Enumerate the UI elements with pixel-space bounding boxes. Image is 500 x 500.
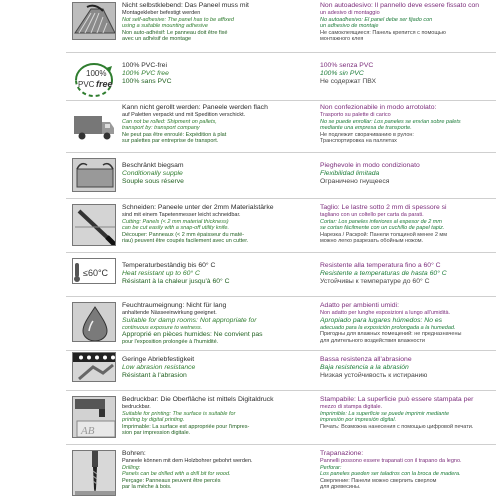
property-line: Транспортировка на паллетах [320, 138, 397, 145]
property-text-left [122, 104, 312, 145]
property-line: pour l'exposition prolongée à l'humidité. [122, 339, 219, 346]
property-line: using a suitable mounting adhesive [122, 23, 208, 30]
property-line: Résistant à l'abrasion [122, 372, 187, 379]
property-line: Nicht selbstklebend: Das Paneel muss mit [122, 2, 249, 9]
property-line: anhaltende Nässeeinwirkung geeignet. [122, 310, 217, 316]
property-line: Panels can be drilled with a drill bit for wood. [122, 471, 231, 478]
property-line: Сверление: Панели можно сверлить сверлом [320, 477, 437, 484]
property-line: Cutting: Panels (< 2 mm material thickness) [122, 218, 229, 225]
pvc-badge-percent: 100% [86, 69, 107, 78]
property-line: Geringe Abriebfestigkeit [122, 356, 195, 363]
property-line: Los paneles pueden ser taladros con la broca de madera. [320, 471, 461, 478]
property-line: Perçage: Panneaux peuvent être percés [122, 477, 221, 484]
property-line: Baja resistencia a la abrasión [320, 364, 409, 371]
row-divider [66, 252, 496, 253]
property-line: 100% sin PVC [320, 70, 364, 77]
property-line: Non adatto per lunghe esposizioni a lungo all'umidità. [320, 310, 451, 316]
property-line: Ne peut pas être enroulé: Expédition à plat [122, 131, 227, 138]
property-line: Bohren: [122, 450, 146, 457]
property-line: Temperaturbeständig bis 60° C [122, 262, 216, 269]
property-line: par la mèche à bois. [122, 484, 172, 491]
row-divider [66, 296, 496, 297]
property-line: Paneele können mit dem Holzbohrer gebohrt werden. [122, 458, 253, 464]
row-divider [66, 444, 496, 445]
property-line: Non autoadesivo: Il pannello deve essere fissato con [320, 2, 480, 9]
property-text-left [122, 2, 312, 43]
property-line: Conditionally supple [122, 170, 183, 177]
property-line: Résistant à la chaleur jusqu'à 60° C [122, 278, 230, 285]
property-text-left [122, 450, 312, 491]
property-line: Imprimable: La surface est appropriée pour l'impres- [122, 423, 250, 430]
property-text-right [320, 356, 498, 380]
property-line: Can not be rolled: Shipment on pallets, [122, 118, 217, 125]
property-line: Bassa resistenza all'abrasione [320, 356, 412, 363]
property-line: Souple sous réserve [122, 178, 184, 185]
property-line: Drilling: [122, 464, 141, 471]
row-divider [66, 52, 496, 53]
property-line: Не содержат ПВХ [320, 78, 377, 85]
row-divider [66, 198, 496, 199]
property-line: Pieghevole in modo condizionato [320, 162, 420, 169]
property-line: Bedruckbar: Die Oberfläche ist mittels Digitaldruck [122, 396, 274, 403]
property-line: Non confezionabile in modo arrotolato: [320, 104, 437, 111]
property-text-left [122, 162, 312, 186]
property-line: Schneiden: Paneele unter der 2mm Materialstärke [122, 204, 274, 211]
property-line: 100% PVC free [122, 70, 169, 77]
row-divider [66, 100, 496, 101]
property-line: Apropiado para lugares húmedos: No es [320, 316, 443, 324]
property-line: Не самоклеящиеся: Панель крепится с помощью [320, 29, 446, 36]
temperature-label: ≤60°C [83, 268, 109, 278]
property-text-right [320, 62, 498, 86]
property-line: Non auto-adhésif: Le panneau doit être fixé [122, 29, 228, 36]
property-text-right [320, 204, 498, 245]
property-line: Découper: Panneaux (< 2 mm épaisseur du maté- [122, 231, 245, 238]
property-line: mediante una empresa de transporte. [320, 125, 412, 132]
property-line: Resistente a temperaturas de hasta 60° C [320, 270, 447, 277]
property-line: un adesivo di montaggio [320, 10, 380, 16]
property-text-left [122, 262, 312, 286]
property-line: bedruckbar. [122, 404, 151, 410]
property-line: continuous exposure to wetness. [122, 324, 203, 331]
property-line: Perforar: [320, 464, 342, 471]
property-text-right [320, 2, 498, 43]
property-text-right [320, 262, 498, 286]
property-line: sion par impression digitale. [122, 430, 191, 437]
property-line: Suitable for damp rooms: Not appropriate for [122, 316, 257, 324]
property-line: tagliano con un coltello per carta da parati. [320, 212, 424, 218]
property-line: Imprimible: La superficie se puede imprimir mediante [320, 410, 449, 417]
property-line: Approprié en pièces humides: Ne convient pas [122, 331, 263, 339]
pvc-badge-pvc: PVC [78, 80, 95, 89]
property-line: Устойчивы к температуре до 60° C [320, 278, 430, 285]
property-line: Not self-adhesive: The panel has to be affixed [122, 16, 234, 23]
property-row [66, 104, 500, 148]
property-line: sur palettes par entreprise de transport. [122, 138, 219, 145]
property-line: Не подлежит сворачиванию в рулон: [320, 131, 414, 138]
property-text-right [320, 104, 498, 145]
property-text-right [320, 396, 498, 430]
property-line: Low abrasion resistance [122, 364, 196, 371]
property-row [66, 356, 500, 386]
property-row [66, 262, 500, 292]
property-line: Cortar: Los paneles inferiores al espesor de 2 mm [320, 218, 442, 225]
property-line: un adhesivo de montaje [320, 23, 379, 30]
property-line: 100% senza PVC [320, 62, 374, 69]
property-line: Pannelli possono essere trapanati con il trapano da legno. [320, 458, 462, 464]
property-line: Пригодны для влажных помещений: не предназначены [320, 331, 462, 338]
property-row [66, 62, 500, 94]
property-line: auf Paletten verpackt und mit Spedition verschickt. [122, 112, 246, 118]
property-line: No autoadhesivo: El panel debe ser fijado con [320, 16, 433, 23]
property-line: sind mit einem Tapetenmesser leicht schneidbar. [122, 212, 241, 218]
row-divider [66, 152, 496, 153]
property-row [66, 302, 500, 346]
property-text-left [122, 62, 312, 86]
property-line: 100% PVC-frei [122, 62, 167, 69]
svg-text:AB: AB [81, 425, 95, 437]
property-line: Низкая устойчивость к истиранию [320, 372, 428, 379]
property-line: Kann nicht gerollt werden: Paneele werden flach [122, 104, 268, 111]
property-text-left [122, 396, 312, 437]
property-row [66, 450, 500, 498]
property-line: Heat resistant up to 60° C [122, 270, 200, 277]
property-text-left [122, 356, 312, 380]
property-line: Stampabile: La superficie può essere stampata per [320, 396, 474, 403]
property-line: transport by: transport company [122, 125, 200, 132]
property-line: Trapanazione: [320, 450, 364, 457]
property-line: Flexibilidad limitada [320, 170, 380, 177]
property-text-left [122, 204, 312, 245]
property-line: se cortan fácilmente con un cuchillo de papel tapiz. [320, 225, 445, 232]
property-line: impresión por impresión digital. [320, 417, 397, 424]
property-line: Beschränkt biegsam [122, 162, 184, 169]
property-line: для длительного воздействия влажности [320, 337, 425, 344]
property-line: No se puede enrollar: Los paneles se envían sobre palets [320, 118, 461, 125]
property-line: для древесины. [320, 484, 361, 491]
property-text-right [320, 162, 498, 186]
property-line: Adatto per ambienti umidi: [320, 302, 399, 309]
property-line: can be cut easily with a snap-off utility knife. [122, 225, 229, 232]
row-divider [66, 390, 496, 391]
property-line: Печать: Возможна нанесения с помощью цифровой печати. [320, 423, 474, 430]
property-text-right [320, 450, 498, 491]
property-text-right [320, 302, 498, 344]
property-row [66, 162, 500, 192]
property-line: Montagekleber befestigt werden [122, 10, 201, 16]
property-line: Taglio: Le lastre sotto 2 mm di spessore si [320, 204, 447, 211]
property-text-left [122, 302, 312, 346]
property-line: Suitable for printing: The surface is suitable for [122, 410, 236, 417]
property-line: Feuchtraumeignung: Nicht für lang [122, 302, 227, 309]
row-divider [66, 350, 496, 351]
property-line: Trasporto su palette di carico [320, 112, 391, 118]
property-row [66, 204, 500, 248]
property-line: mezzo di stampa digitale. [320, 404, 383, 410]
property-row [66, 396, 500, 440]
pvc-badge-free: free [96, 79, 113, 89]
property-line: Resistente alla temperatura fino a 60° C [320, 262, 441, 269]
property-line: riau) peuvent être coupés facilement avec un cutter. [122, 238, 249, 245]
property-line: adecuado para la exposición prolongada a la humedad. [320, 324, 456, 331]
property-line: можно легко разрезать обойным ножом. [320, 238, 424, 245]
property-row [66, 2, 500, 44]
property-line: Ограничено гнущееся [320, 178, 390, 185]
property-line: 100% sans PVC [122, 78, 172, 85]
property-line: avec un adhésif de montage [122, 36, 192, 43]
property-line: монтажного клея [320, 36, 364, 43]
property-line: printing by digital printing. [122, 417, 185, 424]
property-line: Нарезка / Раскрой: Панели толщиной менее 2 мм [320, 231, 447, 238]
